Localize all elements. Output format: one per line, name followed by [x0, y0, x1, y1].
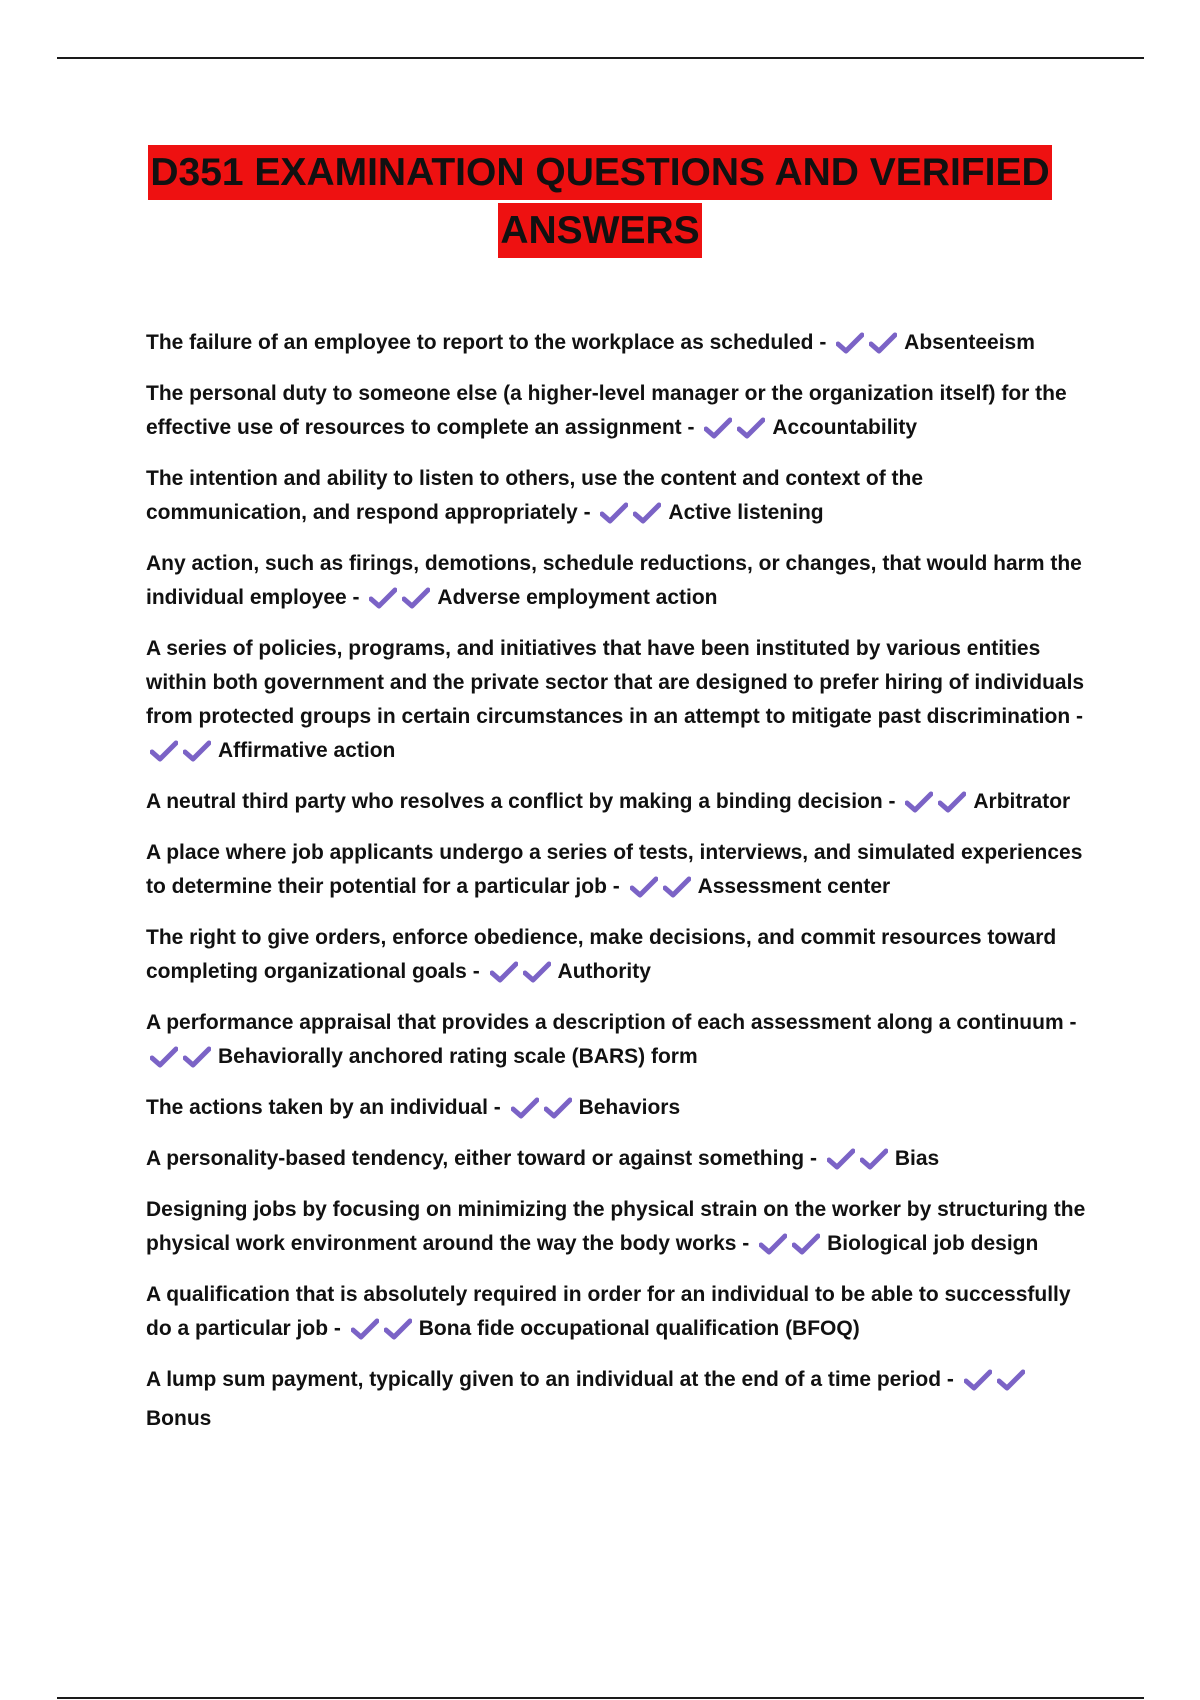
- answer-text: Assessment center: [697, 875, 891, 898]
- check-icon: [704, 417, 732, 439]
- check-icon: [737, 417, 765, 439]
- check-icon: [402, 587, 430, 609]
- check-icon: [351, 1318, 379, 1340]
- qa-item: [146, 836, 1086, 909]
- answer-text: Arbitrator: [973, 790, 1071, 813]
- check-marks: [836, 331, 902, 365]
- check-marks: [351, 1317, 417, 1351]
- question-text: The actions taken by an individual -: [146, 1096, 501, 1119]
- qa-item: [146, 326, 1086, 365]
- check-icon: [384, 1318, 412, 1340]
- answer-text: Bonus: [146, 1407, 212, 1430]
- check-icon: [183, 740, 211, 762]
- question-text: Designing jobs by focusing on minimizing the physical strain on the worker by structuring the physical work environment around the way the body works -: [146, 1198, 1086, 1255]
- bottom-rule: [57, 1697, 1144, 1699]
- question-text: The failure of an employee to report to the workplace as scheduled -: [146, 331, 827, 354]
- qa-item: [146, 547, 1086, 620]
- qa-item: [146, 1091, 1086, 1130]
- qa-item: [146, 1278, 1086, 1351]
- answer-text: Bias: [894, 1147, 940, 1170]
- check-marks: [827, 1147, 893, 1181]
- question-text: A qualification that is absolutely required in order for an individual to be able to successfully do a particular job -: [146, 1283, 1071, 1340]
- check-icon: [869, 332, 897, 354]
- check-icon: [792, 1233, 820, 1255]
- check-icon: [905, 791, 933, 813]
- check-icon: [964, 1369, 992, 1391]
- check-icon: [544, 1097, 572, 1119]
- top-rule: [57, 57, 1144, 59]
- check-marks: [150, 739, 216, 773]
- check-marks: [511, 1096, 577, 1130]
- question-text: A series of policies, programs, and initiatives that have been instituted by various entities within both government and the private sector that are designed to prefer hiring of individuals from protected groups in certain circumstances in an attempt to mitigate past discrimination -: [146, 637, 1085, 728]
- check-marks: [600, 501, 666, 535]
- check-icon: [663, 876, 691, 898]
- question-text: The personal duty to someone else (a higher-level manager or the organization itself) for the effective use of resources to complete an assignment -: [146, 382, 1067, 439]
- answer-text: Affirmative action: [218, 739, 396, 762]
- answer-text: Accountability: [772, 416, 918, 439]
- question-text: A lump sum payment, typically given to an individual at the end of a time period -: [146, 1368, 954, 1391]
- qa-item: [146, 462, 1086, 535]
- answer-text: Absenteeism: [904, 331, 1035, 354]
- qa-item: [146, 921, 1086, 994]
- check-icon: [150, 740, 178, 762]
- check-icon: [150, 1046, 178, 1068]
- qa-item: [146, 1006, 1086, 1079]
- qa-item: [146, 1193, 1086, 1266]
- qa-list: [146, 326, 1086, 1448]
- qa-item: [146, 377, 1086, 450]
- answer-text: Adverse employment action: [437, 586, 718, 609]
- check-icon: [836, 332, 864, 354]
- check-icon: [997, 1369, 1025, 1391]
- check-icon: [600, 502, 628, 524]
- answer-text: Behaviorally anchored rating scale (BARS) form: [218, 1045, 698, 1068]
- question-text: The intention and ability to listen to others, use the content and context of the communication, and respond appropriately -: [146, 467, 924, 524]
- question-text: A neutral third party who resolves a conflict by making a binding decision -: [146, 790, 896, 813]
- check-icon: [523, 961, 551, 983]
- qa-item: [146, 1363, 1086, 1436]
- check-marks: [704, 416, 770, 450]
- qa-item: [146, 1142, 1086, 1181]
- check-marks: [964, 1368, 1030, 1402]
- answer-text: Active listening: [668, 501, 824, 524]
- check-marks: [630, 875, 696, 909]
- check-icon: [369, 587, 397, 609]
- check-marks: [369, 586, 435, 620]
- question-text: A place where job applicants undergo a series of tests, interviews, and simulated experiences to determine their potential for a particular job -: [146, 841, 1083, 898]
- check-icon: [490, 961, 518, 983]
- question-text: Any action, such as firings, demotions, schedule reductions, or changes, that would harm the individual employee -: [146, 552, 1082, 609]
- check-icon: [633, 502, 661, 524]
- answer-text: Bona fide occupational qualification (BFOQ): [418, 1317, 860, 1340]
- check-icon: [511, 1097, 539, 1119]
- title-line-2: ANSWERS: [498, 203, 701, 258]
- question-text: A personality-based tendency, either toward or against something -: [146, 1147, 817, 1170]
- answer-text: Authority: [557, 960, 651, 983]
- check-marks: [490, 960, 556, 994]
- check-marks: [759, 1232, 825, 1266]
- answer-text: Behaviors: [578, 1096, 681, 1119]
- answer-text: Biological job design: [827, 1232, 1039, 1255]
- check-icon: [827, 1148, 855, 1170]
- check-marks: [905, 790, 971, 824]
- check-icon: [860, 1148, 888, 1170]
- qa-item: [146, 632, 1086, 773]
- check-icon: [759, 1233, 787, 1255]
- check-icon: [938, 791, 966, 813]
- question-text: The right to give orders, enforce obedience, make decisions, and commit resources toward completing organizational goals -: [146, 926, 1057, 983]
- question-text: A performance appraisal that provides a description of each assessment along a continuum -: [146, 1011, 1077, 1034]
- qa-item: [146, 785, 1086, 824]
- check-icon: [183, 1046, 211, 1068]
- title-line-1: D351 EXAMINATION QUESTIONS AND VERIFIED: [148, 145, 1051, 200]
- document-title: [0, 145, 1200, 258]
- check-icon: [630, 876, 658, 898]
- check-marks: [150, 1045, 216, 1079]
